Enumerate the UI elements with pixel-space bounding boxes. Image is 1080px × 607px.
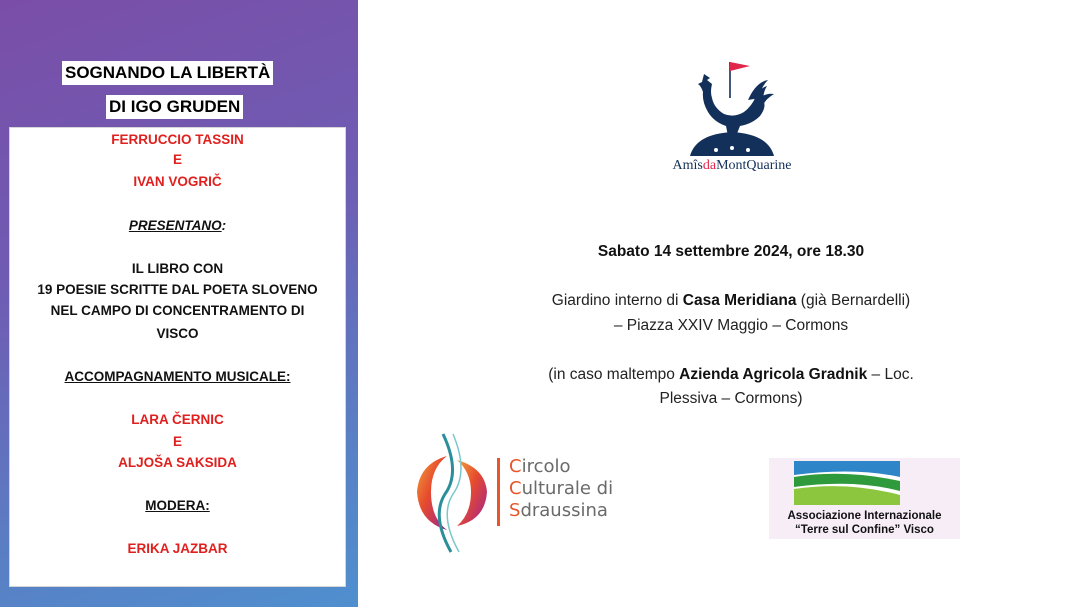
rain-line-2: Plessiva – Cormons) — [659, 390, 803, 407]
montquarine-logo — [652, 58, 812, 178]
moderator-label — [10, 498, 345, 514]
circolo-line-2: Culturale di — [509, 478, 614, 499]
rain-line-1: (in caso maltempo Azienda Agricola Gradnik – Loc. — [548, 366, 914, 383]
presentano-heading — [10, 218, 345, 234]
moderator-label-text: MODERA: — [145, 498, 210, 513]
event-date: Sabato 14 settembre 2024, ore 18.30 — [597, 243, 865, 260]
terre-line-2: “Terre sul Confine” Visco — [795, 524, 934, 536]
book-line-1: IL LIBRO CON — [131, 261, 224, 276]
program-card — [9, 127, 346, 587]
circolo-logo — [413, 432, 643, 554]
terre-line-1: Associazione Internazionale — [787, 510, 942, 522]
montquarine-logo-text: AmîsdaMontQuarine — [672, 158, 792, 173]
venue-line-2: – Piazza XXIV Maggio – Cormons — [613, 317, 849, 334]
presenter-1: FERRUCCIO TASSIN — [111, 132, 244, 147]
musician-1: LARA ČERNIC — [131, 412, 224, 427]
presentano-colon: : — [221, 218, 227, 233]
moderator-name: ERIKA JAZBAR — [127, 541, 228, 556]
title-line-1: SOGNANDO LA LIBERTÀ — [62, 61, 273, 85]
terre-text — [769, 509, 960, 537]
terre-logo — [769, 458, 960, 539]
circolo-line-3: Sdraussina — [509, 500, 608, 521]
circolo-divider — [497, 458, 500, 526]
title-line-2: DI IGO GRUDEN — [106, 95, 243, 119]
and-separator-2: E — [172, 434, 182, 449]
left-panel — [0, 0, 358, 607]
presentano-text: PRESENTANO — [128, 218, 222, 233]
musician-2: ALJOŠA SAKSIDA — [118, 455, 237, 470]
right-panel — [358, 0, 1080, 607]
circolo-emblem-icon — [413, 432, 493, 554]
book-line-4: VISCO — [156, 326, 199, 341]
presenter-2: IVAN VOGRIČ — [133, 174, 222, 189]
and-separator-1: E — [172, 152, 182, 167]
rooster-icon — [652, 58, 812, 158]
venue-line-1: Giardino interno di Casa Meridiana (già Bernardelli) — [551, 292, 911, 309]
circolo-text — [509, 456, 613, 522]
book-line-2: 19 POESIE SCRITTE DAL POETA SLOVENO — [37, 282, 318, 297]
landscape-icon — [794, 461, 900, 505]
circolo-line-1: Circolo — [509, 456, 571, 477]
book-line-3: NEL CAMPO DI CONCENTRAMENTO DI — [50, 303, 305, 318]
music-label — [10, 369, 345, 385]
music-label-text: ACCOMPAGNAMENTO MUSICALE: — [64, 369, 291, 384]
